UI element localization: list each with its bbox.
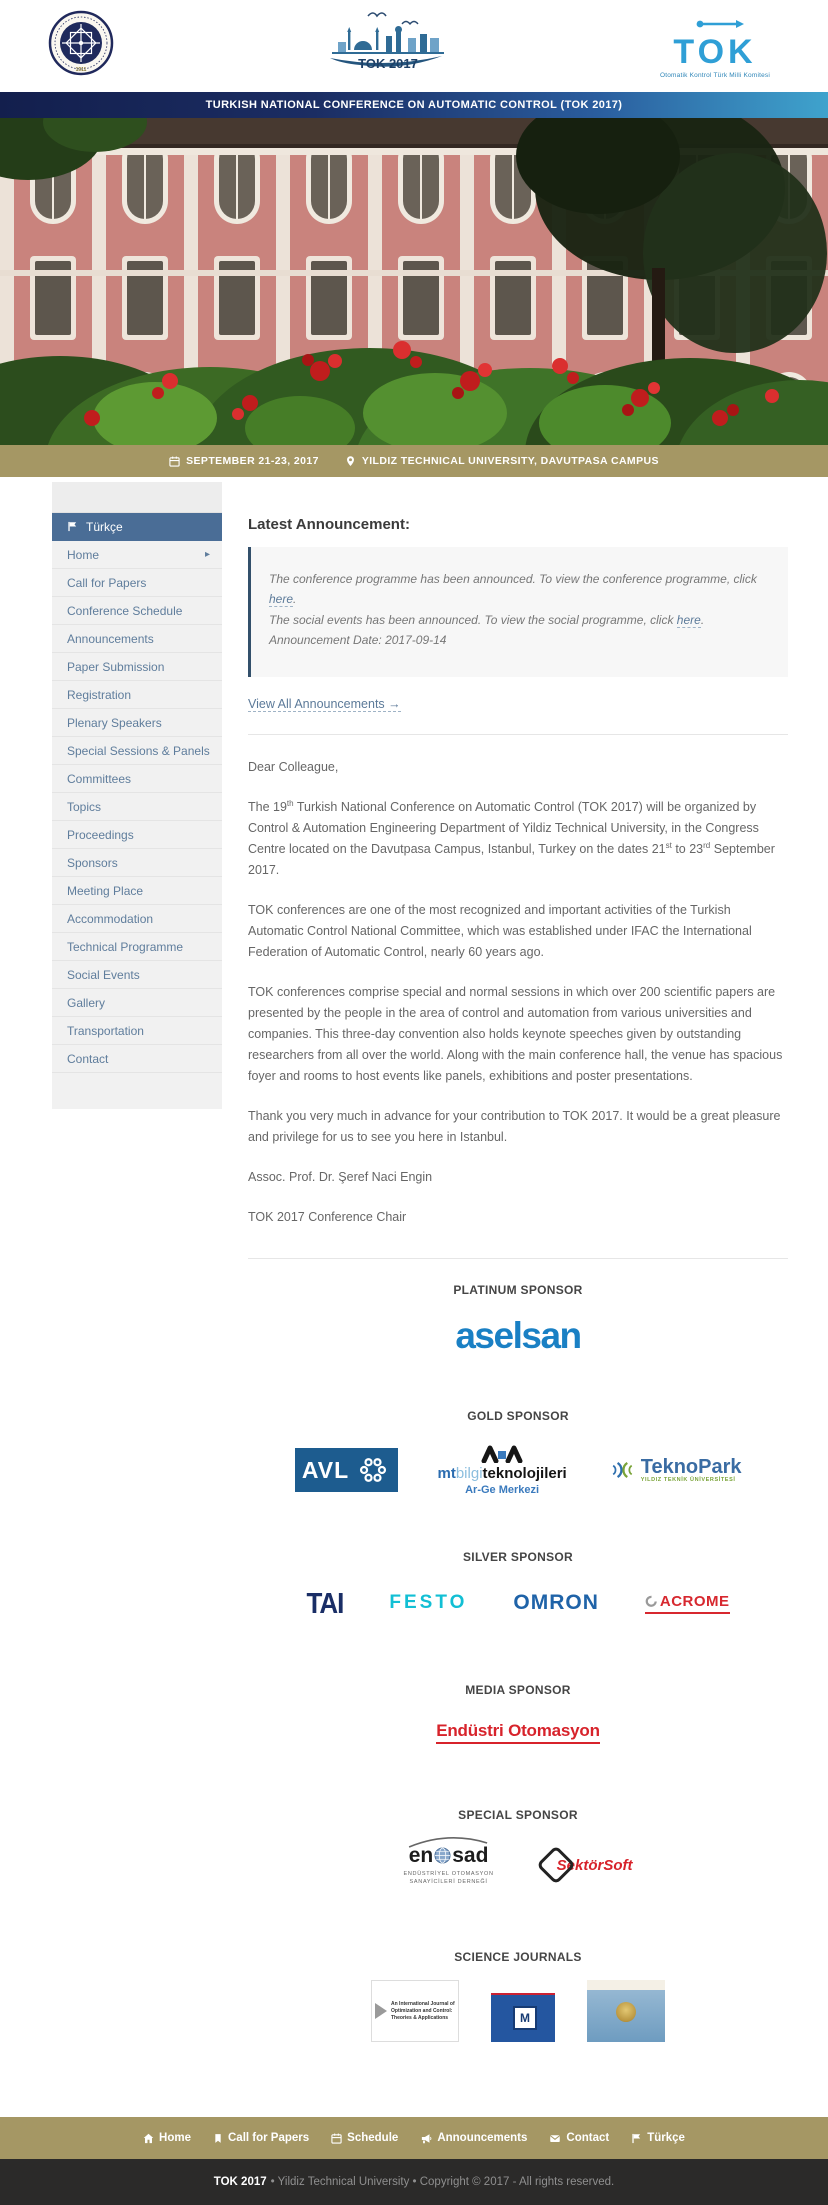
ytu-seal-year: 1911: [75, 67, 87, 73]
sidebar-item-social-events[interactable]: [52, 961, 222, 989]
sidebar-item-announcements[interactable]: [52, 625, 222, 653]
sidebar-item-label: Proceedings: [67, 827, 134, 842]
mt-bilgi-icon: [480, 1445, 524, 1463]
announcement-quote: [248, 547, 788, 677]
sidebar-item-label: Accommodation: [67, 911, 154, 926]
festo-logo[interactable]: FESTO: [389, 1592, 468, 1614]
sidebar-top-spacer: [52, 482, 222, 513]
sidebar-item-proceedings[interactable]: [52, 821, 222, 849]
signature-title: TOK 2017 Conference Chair: [248, 1209, 407, 1224]
conference-programme-link[interactable]: here: [269, 592, 294, 607]
footer-link-call-for-papers[interactable]: [213, 2132, 309, 2144]
sidebar-item-label: Social Events: [67, 967, 140, 982]
calendar-icon: [169, 456, 180, 467]
home-icon: [143, 2133, 154, 2144]
sidebar-item-label: Meeting Place: [67, 883, 144, 898]
footer-link-label: Announcements: [437, 2132, 528, 2145]
sidebar-item-sponsors[interactable]: [52, 849, 222, 877]
divider: [248, 734, 788, 735]
megaphone-icon: [420, 2133, 432, 2144]
announcement-date: Announcement Date: 2017-09-14: [269, 633, 447, 648]
announcement-line-1-end: .: [293, 592, 297, 607]
footer-link-home[interactable]: [143, 2132, 191, 2144]
journal-cover-3-band: [587, 1980, 665, 1990]
journal-covers: [248, 1980, 788, 2042]
social-programme-link[interactable]: here: [676, 612, 701, 627]
teknopark-text: TeknoPark: [640, 1456, 742, 1479]
sidebar-item-committees[interactable]: [52, 765, 222, 793]
conference-date: [169, 455, 319, 467]
gold-sponsor-heading: GOLD SPONSOR: [467, 1408, 569, 1423]
media-sponsor-heading: MEDIA SPONSOR: [465, 1682, 571, 1697]
sidebar-item-label: Conference Schedule: [67, 603, 183, 618]
announcement-line-2-end: .: [700, 612, 705, 627]
tok-committee-text: TOK: [673, 33, 757, 71]
footer-copyright-text: • Yildiz Technical University • Copyright © 2017 - All rights reserved.: [270, 2176, 615, 2189]
tok-committee-logo[interactable]: [656, 16, 774, 79]
sidebar-item-transportation[interactable]: [52, 1017, 222, 1045]
sidebar-item-label: Call for Papers: [67, 575, 147, 590]
gold-sponsor-logos: [248, 1445, 788, 1496]
sidebar-item-gallery[interactable]: [52, 989, 222, 1017]
journal-triangle-icon: [375, 2003, 387, 2019]
journal-cover-2-band: [491, 1980, 555, 1995]
journal-crest-icon: [616, 2002, 636, 2022]
chevron-right-icon: [205, 549, 210, 560]
tok-antenna-icon: [656, 16, 774, 30]
arge-merkezi-text: Ar-Ge Merkezi: [465, 1483, 540, 1496]
announcement-line-1-text: The conference programme has been announced. To view the conference programme, click: [269, 572, 757, 586]
sidebar-item-topics[interactable]: [52, 793, 222, 821]
main-content: [248, 482, 788, 2042]
letter-paragraph-3: TOK conferences comprise special and normal sessions in which over 200 scientific papers are presented by the people in the area of control and automation from various universities and companies. This three-day convention also holds keynote speeches given by outstanding researchers from all over the world. Along with the main conference hall, the venue has spacious foyer and rooms to host events like panels, exhibitions and poster presentations.: [248, 984, 783, 1083]
tok-committee-subtext: Otomatik Kontrol Türk Milli Komitesi: [659, 72, 771, 79]
tok2017-logo[interactable]: [324, 8, 452, 89]
sidebar-item-paper-submission[interactable]: [52, 653, 222, 681]
sektorsoft-logo[interactable]: [542, 1851, 633, 1879]
enosad-logo[interactable]: [403, 1844, 493, 1887]
platinum-sponsor-heading: PLATINUM SPONSOR: [453, 1282, 583, 1297]
bookmark-icon: [213, 2133, 223, 2144]
sidebar-item-label: Plenary Speakers: [67, 715, 162, 730]
latest-announcement-heading: Latest Announcement:: [248, 516, 410, 533]
content: [0, 477, 828, 2117]
silver-sponsor-heading: SILVER SPONSOR: [463, 1549, 573, 1564]
acrome-mark-icon: [645, 1595, 658, 1608]
sidebar-item-special-sessions[interactable]: [52, 737, 222, 765]
silver-sponsor-logos: [248, 1588, 788, 1619]
footer-link-label: Contact: [566, 2132, 610, 2145]
footer-link-label: Call for Papers: [228, 2132, 310, 2145]
header: [0, 0, 828, 92]
teknolojileri-text: teknolojileri: [482, 1464, 567, 1482]
sektorsoft-text: SektörSoft: [556, 1856, 633, 1874]
sidebar-item-label: Paper Submission: [67, 659, 165, 674]
conference-venue: [345, 455, 659, 467]
avl-gear-icon: [356, 1454, 390, 1486]
avl-logo[interactable]: [295, 1448, 398, 1492]
salutation: Dear Colleague,: [248, 759, 339, 774]
tok2017-logo-text: TOK 2017: [358, 56, 418, 71]
sidebar-item-label: Registration: [67, 687, 132, 702]
journal-cover-3[interactable]: [587, 1980, 665, 2042]
view-all-announcements-link[interactable]: View All Announcements →: [248, 696, 401, 711]
letter-paragraph-4: Thank you very much in advance for your contribution to TOK 2017. It would be a great pleasure and privilege for us to see you here in Istanbul.: [248, 1108, 781, 1144]
journal-cover-1-title: An International Journal of Optimization and Control: Theories & Applications: [391, 2000, 455, 2021]
envelope-icon: [549, 2133, 561, 2144]
sidebar-item-label: Committees: [67, 771, 132, 786]
sidebar: [52, 482, 222, 1109]
tok2017-skyline-icon: [324, 8, 452, 84]
teknopark-waves-icon: [607, 1457, 637, 1483]
footer-nav: [0, 2117, 828, 2159]
sidebar-item-label: Gallery: [67, 995, 106, 1010]
enosad-text-left: en: [408, 1843, 434, 1867]
campus-photo: [0, 118, 828, 445]
acrome-logo[interactable]: [645, 1593, 730, 1614]
welcome-letter: [248, 757, 788, 1228]
sidebar-item-registration[interactable]: [52, 681, 222, 709]
sponsors-section: [248, 1283, 788, 2043]
sidebar-item-label: Sponsors: [67, 855, 118, 870]
enosad-subtext-1: ENDÜSTRİYEL OTOMASYON: [403, 1870, 494, 1877]
journal-cover-2[interactable]: [491, 1980, 555, 2042]
footer-link-announcements[interactable]: [420, 2132, 527, 2144]
enosad-arc-icon: [403, 1835, 493, 1849]
ytu-seal-icon: [48, 10, 114, 78]
sidebar-item-label: Technical Programme: [67, 939, 184, 954]
sidebar-item-label: Topics: [67, 799, 102, 814]
journal-cover-2-mark: M: [513, 2006, 537, 2030]
flag-icon: [67, 521, 78, 532]
special-sponsor-logos: [248, 1844, 788, 1887]
science-journals-heading: SCIENCE JOURNALS: [454, 1950, 582, 1965]
map-pin-icon: [345, 455, 356, 467]
sidebar-item-call-for-papers[interactable]: [52, 569, 222, 597]
endustri-otomasyon-logo[interactable]: Endüstri Otomasyon: [436, 1721, 600, 1744]
mt-text: mt: [437, 1464, 456, 1482]
footer-link-schedule[interactable]: [331, 2132, 398, 2144]
announcement-line-2-text: The social events has been announced. To view the social programme, click: [269, 612, 677, 627]
tai-logo[interactable]: TAI: [306, 1586, 344, 1620]
sidebar-item-accommodation[interactable]: [52, 905, 222, 933]
sidebar-item-turkce[interactable]: [52, 513, 222, 541]
bilgi-text: bilgi: [455, 1464, 483, 1482]
sidebar-item-label: Transportation: [67, 1023, 144, 1038]
footer-link-label: Home: [159, 2132, 191, 2145]
announcement-line-1: [269, 569, 770, 610]
sektorsoft-diamond-icon: [536, 1845, 576, 1885]
teknopark-subtext: YILDIZ TEKNİK ÜNİVERSİTESİ: [640, 1477, 736, 1484]
ytu-seal-logo[interactable]: [48, 10, 114, 83]
sidebar-item-home[interactable]: [52, 541, 222, 569]
letter-paragraph-2: TOK conferences are one of the most recognized and important activities of the Turkish Automatic Control National Committee, which was established under IFAC the International Federation of Automatic Control, nearly 60 years ago.: [248, 902, 752, 959]
info-bar: [0, 445, 828, 477]
footer-link-contact[interactable]: [549, 2132, 609, 2144]
flag-icon: [631, 2133, 642, 2144]
enosad-text-right: sad: [452, 1843, 489, 1867]
sidebar-item-label: Contact: [67, 1051, 109, 1066]
letter-paragraph-1: The 19th Turkish National Conference on Automatic Control (TOK 2017) will be organized by Control & Automation Engineering Department of Yildiz Technical University, in the Congress Centre located on the Davutpasa Campus, Istanbul, Turkey on the dates 21st to 23rd September 2017.: [248, 798, 775, 877]
special-sponsor-heading: SPECIAL SPONSOR: [458, 1807, 578, 1822]
acrome-text: ACROME: [659, 1592, 730, 1610]
enosad-globe-icon: [434, 1847, 451, 1864]
sidebar-item-label: Türkçe: [86, 519, 123, 534]
teknopark-logo[interactable]: [607, 1457, 742, 1483]
sidebar-item-conference-schedule[interactable]: [52, 597, 222, 625]
aselsan-logo[interactable]: aselsan: [455, 1314, 581, 1356]
mt-bilgi-logo[interactable]: [438, 1445, 567, 1496]
avl-logo-text: AVL: [301, 1456, 350, 1483]
banner-title: TURKISH NATIONAL CONFERENCE ON AUTOMATIC CONTROL (TOK 2017): [205, 99, 623, 111]
sidebar-item-meeting-place[interactable]: [52, 877, 222, 905]
sidebar-item-plenary-speakers[interactable]: [52, 709, 222, 737]
calendar-icon: [331, 2133, 342, 2144]
sidebar-item-contact[interactable]: [52, 1045, 222, 1073]
footer-link-label: Türkçe: [647, 2132, 685, 2145]
conference-venue-text: YILDIZ TECHNICAL UNIVERSITY, DAVUTPASA CAMPUS: [361, 455, 659, 467]
banner: [0, 92, 828, 118]
footer-copyright-brand: TOK 2017: [213, 2176, 267, 2189]
footer-copyright: [0, 2159, 828, 2205]
signature-name: Assoc. Prof. Dr. Şeref Naci Engin: [248, 1169, 433, 1184]
enosad-subtext-2: SANAYİCİLERİ DERNEĞİ: [409, 1879, 488, 1886]
sidebar-item-label: Home: [67, 547, 100, 562]
sidebar-item-technical-programme[interactable]: [52, 933, 222, 961]
divider: [248, 1258, 788, 1259]
conference-date-text: SEPTEMBER 21-23, 2017: [186, 455, 319, 467]
announcement-line-2: [269, 610, 770, 630]
sidebar-item-label: Special Sessions & Panels: [67, 743, 210, 758]
footer-link-turkce[interactable]: [631, 2132, 685, 2144]
omron-logo[interactable]: OMRON: [513, 1591, 599, 1615]
journal-cover-1[interactable]: [371, 1980, 459, 2042]
sidebar-item-label: Announcements: [67, 631, 154, 646]
footer-link-label: Schedule: [347, 2132, 399, 2145]
